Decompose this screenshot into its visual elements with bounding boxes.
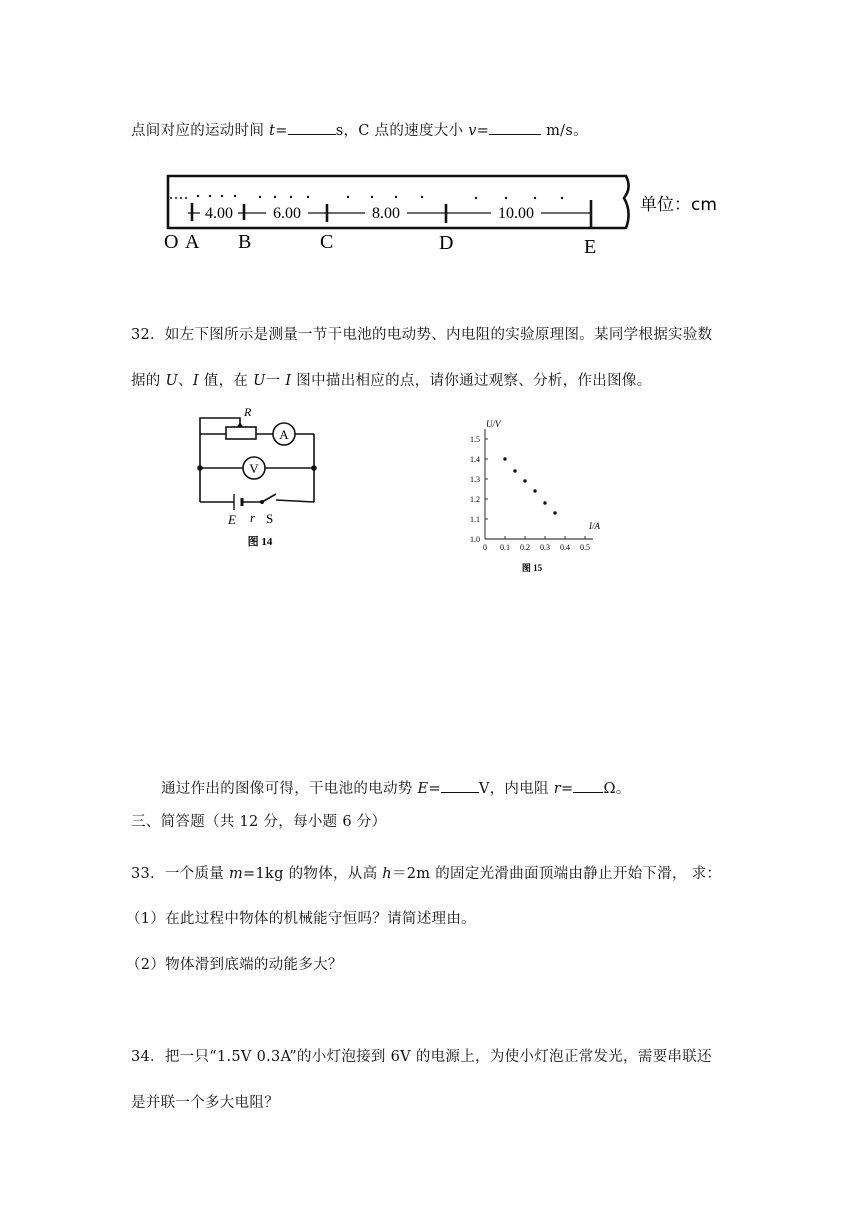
switch-label: S xyxy=(266,511,274,526)
x-tick-label: 0.3 xyxy=(540,543,550,552)
q34-line-2: 是并联一个多大电阻？ xyxy=(131,1095,279,1111)
m-variable: m xyxy=(228,866,244,882)
rheostat-label: R xyxy=(244,405,252,419)
data-point xyxy=(533,489,536,492)
q33-text-a: 33．一个质量 xyxy=(131,866,229,882)
q32-text-c: 值，在 xyxy=(198,373,254,389)
time-blank[interactable] xyxy=(288,120,336,135)
segment-label-4: 10.00 xyxy=(498,205,534,222)
circuit-diagram xyxy=(190,398,330,553)
q33-text-c: ＝2m 的固定光滑曲面顶端由静止开始下滑， 求： xyxy=(391,866,722,882)
data-point xyxy=(543,501,546,504)
q32-text-a: 据的 xyxy=(131,373,166,389)
y-tick-label: 1.5 xyxy=(470,435,480,444)
q32-line-1: 32．如左下图所示是测量一节干电池的电动势、内电阻的实验原理图。某同学根据实验数 xyxy=(131,327,713,343)
q33-line xyxy=(131,862,721,883)
tape-unit-label: 单位：cm xyxy=(640,195,717,215)
q32-text-d: 一 xyxy=(265,373,286,389)
u-variable-2: U xyxy=(253,373,266,389)
i-variable: I xyxy=(192,373,199,389)
y-tick-label: 1.0 xyxy=(470,535,480,544)
q32-line-2 xyxy=(131,369,652,390)
y-tick-label: 1.3 xyxy=(470,475,480,484)
q32-text-e: 图中描出相应的点，请你通过观察、分析，作出图像。 xyxy=(291,373,652,389)
point-label-C: C xyxy=(320,231,334,253)
emf-label: E xyxy=(228,512,236,527)
voltmeter-label: V xyxy=(249,461,259,476)
point-label-A: A xyxy=(185,231,200,253)
segment-label-1: 4.00 xyxy=(205,205,233,222)
data-point xyxy=(553,511,556,514)
q33-sub-2: （2）物体滑到底端的动能多大？ xyxy=(126,957,343,973)
point-label-O: O xyxy=(164,231,179,253)
result-text-b: V，内电阻 xyxy=(478,781,554,797)
q32-result-line xyxy=(161,777,631,798)
u-variable: U xyxy=(165,373,179,389)
point-label-E: E xyxy=(584,236,597,258)
t-variable: t xyxy=(269,123,276,139)
e-variable: E xyxy=(417,781,429,797)
result-text-a: 通过作出的图像可得，干电池的电动势 xyxy=(161,781,418,797)
data-point xyxy=(523,479,526,482)
point-label-B: B xyxy=(238,231,252,253)
data-point xyxy=(513,469,516,472)
figure-14-caption: 图 14 xyxy=(247,536,273,548)
ticker-tape-figure xyxy=(160,168,730,260)
q31-text-2: s，C 点的速度大小 xyxy=(335,123,469,139)
equals-sign-4: = xyxy=(560,781,574,797)
point-label-D: D xyxy=(439,232,454,254)
v-variable: v xyxy=(468,123,477,139)
x-tick-label: 0.1 xyxy=(500,543,510,552)
q31-unit: m/s。 xyxy=(541,123,588,139)
r-variable: r xyxy=(553,781,561,797)
y-tick-label: 1.4 xyxy=(470,455,480,464)
rheostat xyxy=(226,427,256,439)
h-variable: h xyxy=(382,866,392,882)
q34-line-1: 34．把一只“1.5V 0.3A”的小灯泡接到 6V 的电源上，为使小灯泡正常发光，需要串联还 xyxy=(131,1049,712,1065)
q32-text-b: 、 xyxy=(178,373,193,389)
resistance-blank[interactable] xyxy=(573,778,603,793)
emf-blank[interactable] xyxy=(441,778,479,793)
q31-text-1: 点间对应的运动时间 xyxy=(131,123,270,139)
q33-sub-1: （1）在此过程中物体的机械能守恒吗？请简述理由。 xyxy=(126,911,476,927)
section-3-heading: 三、简答题（共 12 分，每小题 6 分） xyxy=(131,814,387,830)
q31-answer-line xyxy=(131,119,588,140)
segment-label-2: 6.00 xyxy=(273,205,301,222)
y-tick-label: 1.1 xyxy=(470,515,480,524)
segment-label-3: 8.00 xyxy=(372,205,400,222)
i-variable-2: I xyxy=(285,373,292,389)
result-text-c: Ω。 xyxy=(603,781,631,797)
x-tick-label: 0.5 xyxy=(580,543,590,552)
internal-resistance-label: r xyxy=(250,510,256,525)
u-i-chart xyxy=(455,412,615,580)
equals-sign-2: = xyxy=(476,123,490,139)
q33-text-b: =1kg 的物体，从高 xyxy=(243,866,383,882)
equals-sign: = xyxy=(275,123,288,139)
equals-sign-3: = xyxy=(428,781,441,797)
figure-15-caption: 图 15 xyxy=(521,563,543,573)
y-tick-label: 1.2 xyxy=(470,495,480,504)
x-axis-label: I/A xyxy=(589,521,600,531)
data-point xyxy=(503,457,506,460)
x-tick-label: 0.2 xyxy=(520,543,530,552)
y-axis-label: U/V xyxy=(486,419,501,429)
x-tick-label: 0 xyxy=(483,543,487,552)
tape-dots xyxy=(197,195,563,199)
ammeter-label: A xyxy=(279,427,289,442)
x-tick-label: 0.4 xyxy=(560,543,570,552)
velocity-blank[interactable] xyxy=(489,120,541,135)
